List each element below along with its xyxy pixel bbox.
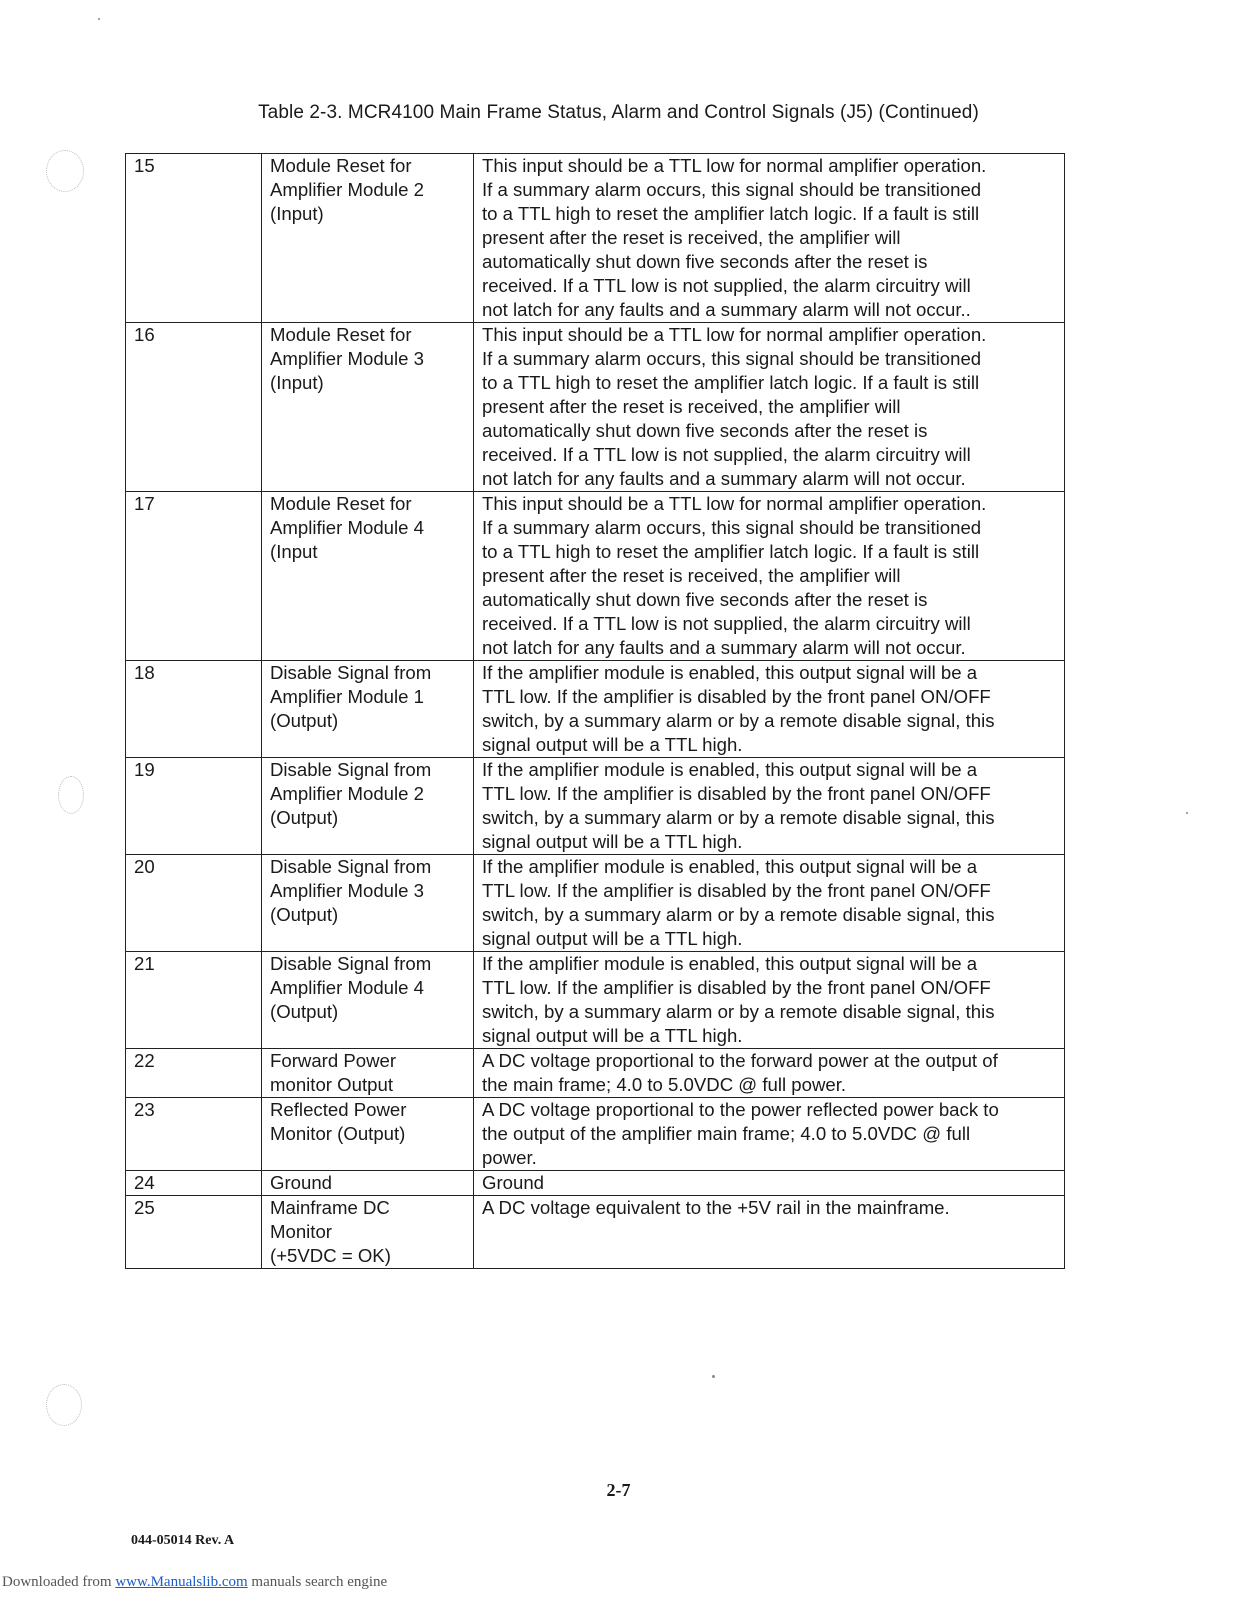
signal-function [262,1196,474,1269]
function-line: (Input [270,541,318,562]
description-line: to a TTL high to reset the amplifier latch logic. If a fault is still [482,203,980,224]
pin-number: 15 [126,154,262,323]
description-line: the output of the amplifier main frame; 4.0 to 5.0VDC @ full [482,1123,971,1144]
description-line: not latch for any faults and a summary alarm will not occur.. [482,299,971,320]
signal-function [262,492,474,661]
function-line: Disable Signal from [270,856,432,877]
description-line: present after the reset is received, the amplifier will [482,396,901,417]
manualslib-link[interactable]: www.Manualslib.com [115,1574,248,1590]
signal-description [474,323,1065,492]
description-line: signal output will be a TTL high. [482,1025,743,1046]
pin-number: 16 [126,323,262,492]
function-line: (Output) [270,904,339,925]
signal-function [262,758,474,855]
function-line: Amplifier Module 2 [270,783,424,804]
function-line: Monitor [270,1221,333,1242]
description-line: to a TTL high to reset the amplifier latch logic. If a fault is still [482,541,980,562]
pin-number: 24 [126,1171,262,1196]
description-line: automatically shut down five seconds after the reset is [482,420,928,441]
function-line: Module Reset for [270,155,412,176]
description-line: If a summary alarm occurs, this signal should be transitioned [482,517,982,538]
function-line: (Output) [270,1001,339,1022]
description-line: received. If a TTL low is not supplied, the alarm circuitry will [482,613,971,634]
function-line: Disable Signal from [270,953,432,974]
signal-description [474,855,1065,952]
description-line: If a summary alarm occurs, this signal should be transitioned [482,348,982,369]
description-line: A DC voltage proportional to the power reflected power back to [482,1099,999,1120]
pin-number: 19 [126,758,262,855]
scan-speck [1186,812,1188,814]
signal-function [262,1171,474,1196]
function-line: (Output) [270,807,339,828]
table-row [126,1098,1065,1171]
signal-function [262,952,474,1049]
pin-number: 17 [126,492,262,661]
function-line: (Input) [270,203,324,224]
footer-prefix: Downloaded from [2,1574,116,1590]
description-line: automatically shut down five seconds after the reset is [482,251,928,272]
description-line: the main frame; 4.0 to 5.0VDC @ full power. [482,1074,847,1095]
description-line: This input should be a TTL low for normal amplifier operation. [482,493,987,514]
description-line: A DC voltage proportional to the forward power at the output of [482,1050,998,1071]
document-number: 044-05014 Rev. A [131,1533,235,1548]
description-line: not latch for any faults and a summary alarm will not occur. [482,637,966,658]
table-row [126,1171,1065,1196]
pin-number: 21 [126,952,262,1049]
function-line: Reflected Power [270,1099,407,1120]
signal-description [474,758,1065,855]
pin-number: 22 [126,1049,262,1098]
signal-function [262,855,474,952]
table-row [126,1049,1065,1098]
signal-function [262,1049,474,1098]
scan-smudge [58,776,84,814]
table-title: Table 2-3. MCR4100 Main Frame Status, Alarm and Control Signals (J5) (Continued) [258,102,979,123]
table-row [126,855,1065,952]
table-row [126,154,1065,323]
description-line: This input should be a TTL low for normal amplifier operation. [482,324,987,345]
description-line: signal output will be a TTL high. [482,928,743,949]
function-line: monitor Output [270,1074,393,1095]
description-line: Ground [482,1172,545,1193]
signal-description [474,952,1065,1049]
description-line: TTL low. If the amplifier is disabled by the front panel ON/OFF [482,686,991,707]
description-line: TTL low. If the amplifier is disabled by the front panel ON/OFF [482,783,991,804]
pin-number: 25 [126,1196,262,1269]
table-row [126,661,1065,758]
description-line: If the amplifier module is enabled, this output signal will be a [482,856,978,877]
description-line: switch, by a summary alarm or by a remote disable signal, this [482,904,995,925]
signal-description [474,154,1065,323]
description-line: If the amplifier module is enabled, this output signal will be a [482,759,978,780]
pin-number: 23 [126,1098,262,1171]
description-line: signal output will be a TTL high. [482,831,743,852]
table-body [126,154,1065,1269]
description-line: If the amplifier module is enabled, this output signal will be a [482,662,978,683]
page-number: 2-7 [606,1480,631,1500]
function-line: Module Reset for [270,324,412,345]
function-line: Monitor (Output) [270,1123,406,1144]
function-line: Amplifier Module 1 [270,686,424,707]
signal-description [474,1098,1065,1171]
function-line: Ground [270,1172,333,1193]
signal-function [262,323,474,492]
description-line: signal output will be a TTL high. [482,734,743,755]
function-line: Mainframe DC [270,1197,390,1218]
function-line: (+5VDC = OK) [270,1245,391,1266]
description-line: automatically shut down five seconds after the reset is [482,589,928,610]
signal-description [474,1196,1065,1269]
function-line: Disable Signal from [270,662,432,683]
table-row [126,323,1065,492]
description-line: TTL low. If the amplifier is disabled by the front panel ON/OFF [482,977,991,998]
description-line: switch, by a summary alarm or by a remote disable signal, this [482,807,995,828]
description-line: received. If a TTL low is not supplied, the alarm circuitry will [482,275,971,296]
description-line: power. [482,1147,537,1168]
signal-function [262,661,474,758]
function-line: (Input) [270,372,324,393]
function-line: Amplifier Module 4 [270,977,424,998]
signal-function [262,1098,474,1171]
function-line: Module Reset for [270,493,412,514]
description-line: This input should be a TTL low for normal amplifier operation. [482,155,987,176]
description-line: present after the reset is received, the amplifier will [482,565,901,586]
table-row [126,492,1065,661]
scan-smudge [46,1384,82,1426]
scan-speck [98,18,100,20]
description-line: If a summary alarm occurs, this signal should be transitioned [482,179,982,200]
footer-suffix: manuals search engine [247,1574,388,1590]
function-line: Disable Signal from [270,759,432,780]
description-line: received. If a TTL low is not supplied, the alarm circuitry will [482,444,971,465]
function-line: Amplifier Module 2 [270,179,424,200]
table-row [126,952,1065,1049]
description-line: switch, by a summary alarm or by a remote disable signal, this [482,1001,995,1022]
signal-description [474,1171,1065,1196]
description-line: A DC voltage equivalent to the +5V rail in the mainframe. [482,1197,950,1218]
scan-smudge [46,150,84,192]
table-row [126,1196,1065,1269]
signal-description [474,661,1065,758]
signal-description [474,492,1065,661]
scan-speck [712,1375,715,1378]
function-line: Amplifier Module 3 [270,880,424,901]
description-line: present after the reset is received, the amplifier will [482,227,901,248]
pin-number: 18 [126,661,262,758]
function-line: (Output) [270,710,339,731]
description-line: If the amplifier module is enabled, this output signal will be a [482,953,978,974]
description-line: switch, by a summary alarm or by a remote disable signal, this [482,710,995,731]
signal-description [474,1049,1065,1098]
function-line: Amplifier Module 4 [270,517,424,538]
function-line: Forward Power [270,1050,397,1071]
download-footer [2,1574,387,1591]
description-line: to a TTL high to reset the amplifier latch logic. If a fault is still [482,372,980,393]
function-line: Amplifier Module 3 [270,348,424,369]
signal-function [262,154,474,323]
description-line: not latch for any faults and a summary alarm will not occur. [482,468,966,489]
signals-table [125,153,1065,1269]
pin-number: 20 [126,855,262,952]
table-row [126,758,1065,855]
description-line: TTL low. If the amplifier is disabled by the front panel ON/OFF [482,880,991,901]
